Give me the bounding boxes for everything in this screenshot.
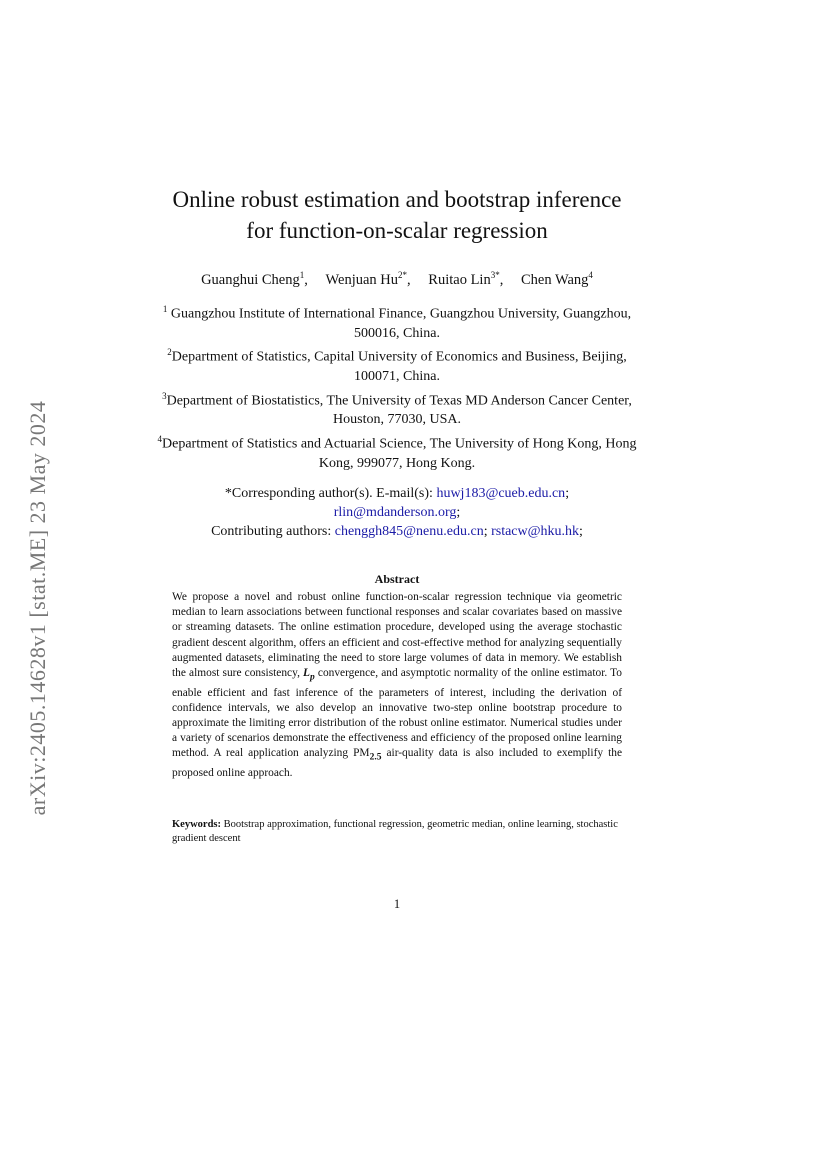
author-name: Chen Wang [520,271,589,288]
abstract-text: convergence, and asymptotic normality of the online estimator. To enable efficient and fast inference of the parameters of interest, including the derivation of confidence intervals, we also develop an innovative two-step online bootstrap procedure to approximate the limiting error distribution of the robust online estimator. Numerical studies under a variety of scenarios demonstrate the effectiveness and efficiency of the proposed online learning method. A real application analyzing PM [172,667,622,760]
author-mark: 3* [490,270,500,280]
affiliation [150,343,644,386]
corresponding-authors [0,484,794,541]
separator: ; [483,524,492,539]
corresponding-line-1 [0,484,794,503]
author-mark: 2* [398,270,408,280]
author-name: Guanghui Cheng [201,271,300,288]
author [521,272,593,288]
contributing-label: Contributing authors: [211,524,335,539]
author-name: Ruitao Lin [428,271,491,288]
separator: ; [579,524,583,539]
affiliation-mark: 2 [167,347,172,358]
separator: ; [456,505,461,520]
author: Ruitao Lin$^{3*}$, [428,270,504,288]
keywords-text: Bootstrap approximation, functional regression, geometric median, online learning, stochastic gradient descent [172,819,618,844]
lp-symbol: L [303,667,311,680]
email-link-rstacw[interactable]: rstacw@hku.hk [491,524,580,539]
arxiv-identifier: arXiv:2405.14628v1 [stat.ME] 23 May 2024 [25,400,50,816]
author-mark: 4 [588,270,593,280]
author-name: Wenjuan Hu [325,271,399,288]
affiliation-text: Department of Statistics and Actuarial Science, The University of Hong Kong, Hong Kong, 999077, Hong Kong. [162,436,637,471]
author-mark: 1 [299,270,305,280]
abstract-body [172,590,622,781]
pm-subscript: 2.5 [369,752,382,763]
title-line-1: Online robust estimation and bootstrap inference [172,187,622,212]
affiliation-mark: 1 [162,304,168,314]
affiliation [150,300,644,343]
affiliation [150,387,644,430]
keywords [172,818,622,846]
keywords-label: Keywords: [172,819,221,830]
abstract-text: air-quality data is also included to exemplify the proposed online approach. [172,747,622,779]
affiliation-text: Department of Statistics, Capital University of Economics and Business, Beijing, 100071, China. [171,349,627,385]
author: Guanghui Cheng$^1$, [201,270,308,288]
affiliation [150,430,644,473]
email-link-chenggh[interactable]: chenggh845@nenu.edu.cn [334,524,484,539]
affiliation-mark: 4 [157,433,163,444]
separator: ; [565,486,570,501]
affiliation-mark: 3 [162,390,167,401]
affiliation-text: Department of Biostatistics, The University of Texas MD Anderson Cancer Center, Houston, 77030, USA. [166,393,632,428]
page-number: 1 [393,897,401,911]
author: Wenjuan $Hu^{2*}$, [325,270,411,288]
email-link-huwj[interactable]: huwj183@cueb.edu.cn [436,486,566,501]
abstract-text: We propose a novel and robust online function-on-scalar regression technique via geometric median to learn associations between functional responses and scalar covariates based on massive or streaming datasets. The online estimation procedure, developed using the average stochastic gradient descent algorithm, offers an efficient and cost-effective method for analyzing sequentially augmented datasets, eliminating the need to store large volumes of data in memory. We establish the almost sure consistency, [172,591,622,680]
paper-title [0,184,794,246]
contributing-line [0,522,794,541]
corresponding-label: *Corresponding author(s). E-mail(s): [224,486,437,501]
affiliations [150,300,644,473]
title-line-2: for function-on-scalar regression [246,218,548,243]
author-list [0,270,794,289]
corresponding-line-2 [0,503,794,522]
lp-subscript: p [310,672,315,683]
abstract-heading: Abstract [374,572,420,586]
affiliation-text: Guangzhou Institute of International Finance, Guangzhou University, Guangzhou, 500016, China. [167,306,632,341]
email-link-rlin[interactable]: rlin@mdanderson.org [333,505,457,520]
